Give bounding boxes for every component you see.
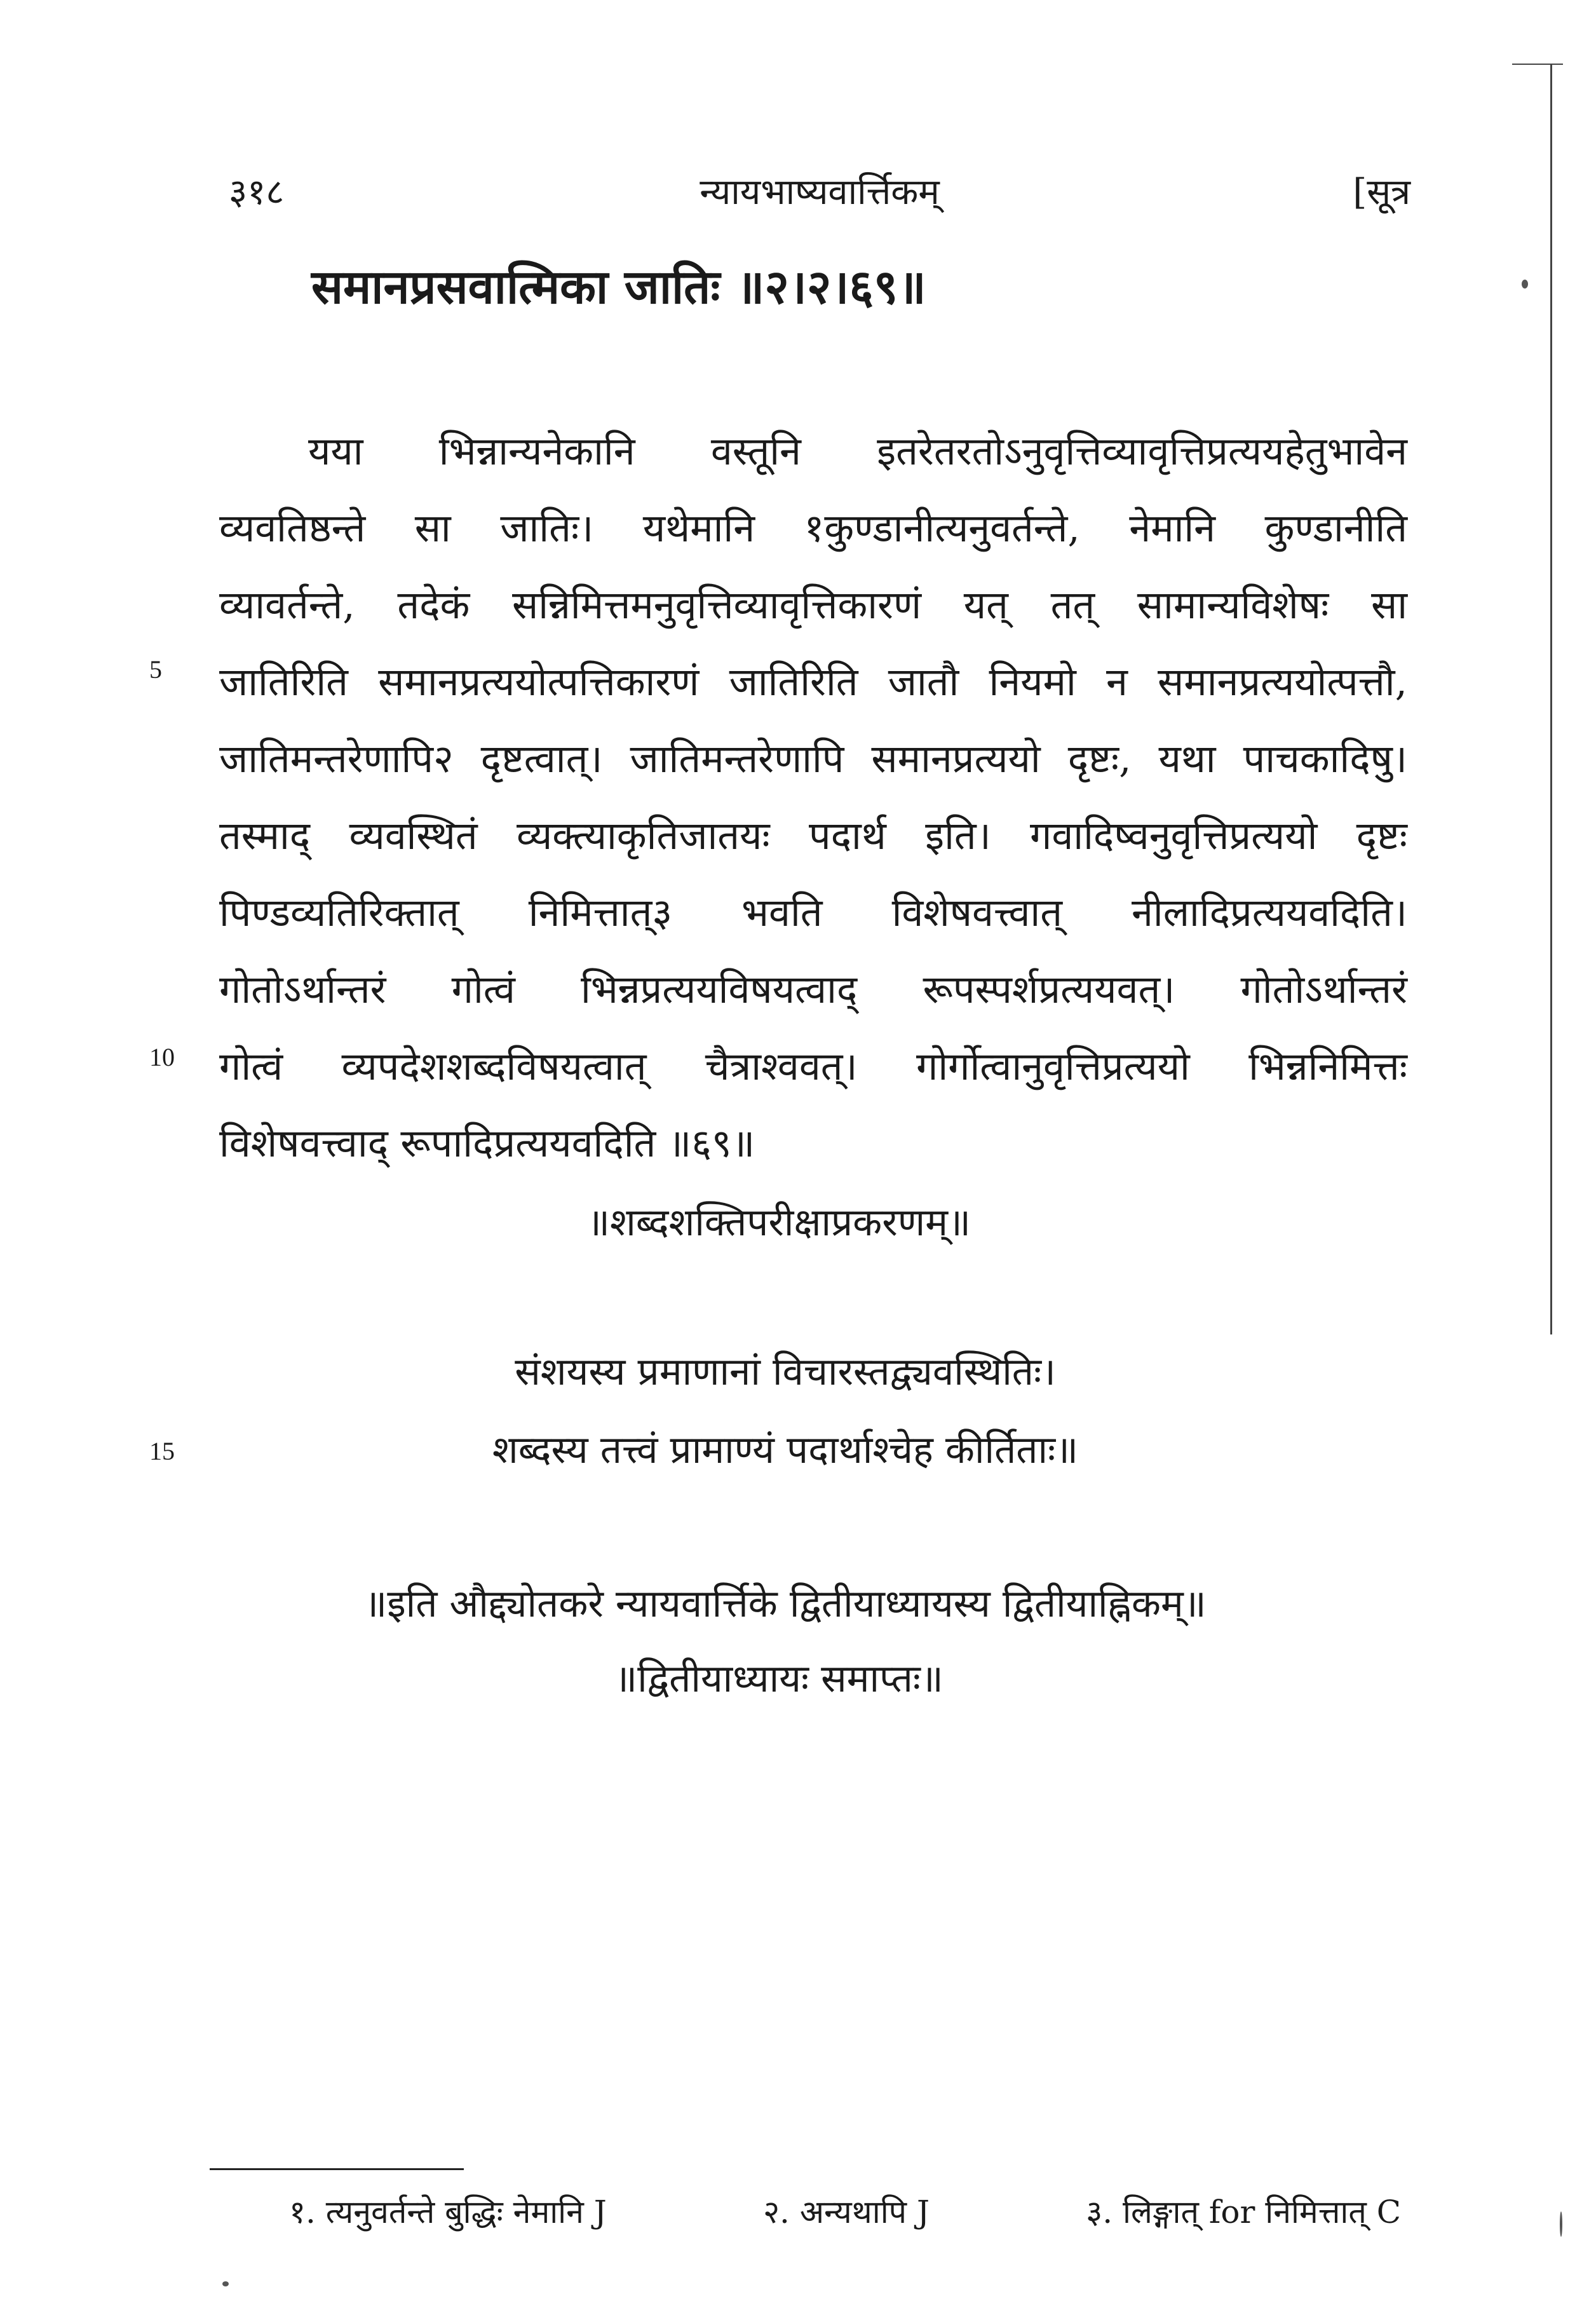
body-line: व्यावर्तन्ते, तदेकं सन्निमित्तमनुवृत्तिव्यावृत्तिकारणं यत् तत् सामान्यविशेषः सा	[219, 583, 1407, 628]
body-line: तस्माद् व्यवस्थितं व्यक्त्याकृतिजातयः पदार्थ इति। गवादिष्वनुवृत्तिप्रत्ययो दृष्टः	[219, 813, 1407, 859]
scan-edge-line	[1550, 64, 1552, 1334]
line-number-15: 15	[149, 1437, 175, 1465]
body-line: जातिरिति समानप्रत्ययोत्पत्तिकारणं जातिरिति जातौ नियमो न समानप्रत्ययोत्पत्तौ,	[219, 660, 1407, 705]
verse-line: संशयस्य प्रमाणानां विचारस्तद्व्यवस्थितिः।	[515, 1350, 1056, 1394]
footnotes	[289, 2189, 1401, 2232]
page-number: ३१८	[229, 172, 285, 213]
commentary-body	[219, 413, 1407, 1182]
scan-edge-mark	[1512, 64, 1563, 65]
body-line: यया भिन्नान्यनेकानि वस्तूनि इतरेतरतोऽनुवृत्तिव्यावृत्तिप्रत्ययहेतुभावेन	[308, 429, 1407, 474]
body-line: जातिमन्तरेणापि२ दृष्टत्वात्। जातिमन्तरेणापि समानप्रत्ययो दृष्टः, यथा पाचकादिषु।	[219, 737, 1407, 782]
footnote-2: २. अन्यथापि J	[763, 2194, 930, 2230]
line-number-5: 5	[149, 655, 162, 684]
scan-speck	[1560, 2211, 1562, 2237]
running-title: न्यायभाष्यवार्त्तिकम्	[700, 172, 940, 213]
verse-line: शब्दस्य तत्त्वं प्रामाण्यं पदार्थाश्चेह कीर्तिताः॥	[492, 1428, 1079, 1472]
body-line: विशेषवत्त्वाद् रूपादिप्रत्ययवदिति ॥६९॥	[219, 1121, 755, 1166]
footnote-1: १. त्यनुवर्तन्ते बुद्धिः नेमानि J	[289, 2194, 607, 2230]
section-marker: [सूत्र	[1353, 172, 1410, 213]
colophon-line: ॥द्वितीयाध्यायः समाप्तः॥	[614, 1657, 943, 1701]
body-line: गोत्वं व्यपदेशशब्दविषयत्वात् चैत्राश्ववत्। गोर्गोत्वानुवृत्तिप्रत्ययो भिन्ननिमित्तः	[219, 1044, 1407, 1089]
page-header	[229, 166, 1410, 217]
line-number-10: 10	[149, 1043, 175, 1071]
footnote-3: ३. लिङ्गात् for निमित्तात् C	[1086, 2194, 1401, 2230]
prakarana-end: ॥शब्दशक्तिपरीक्षाप्रकरणम्॥	[587, 1200, 971, 1245]
body-line: व्यवतिष्ठन्ते सा जातिः। यथेमानि १कुण्डानीत्यनुवर्तन्ते, नेमानि कुण्डानीति	[219, 506, 1407, 551]
body-line: गोतोऽर्थान्तरं गोत्वं भिन्नप्रत्ययविषयत्वाद् रूपस्पर्शप्रत्ययवत्। गोतोऽर्थान्तरं	[219, 967, 1407, 1012]
footnote-rule	[210, 2168, 464, 2170]
colophon-line: ॥इति औद्द्योतकरे न्यायवार्त्तिके द्वितीयाध्यायस्य द्वितीयाह्निकम्॥	[364, 1582, 1207, 1626]
scan-speck	[1522, 280, 1528, 289]
sutra-heading: समानप्रसवात्मिका जातिः ॥२।२।६९॥	[311, 260, 926, 315]
body-line: पिण्डव्यतिरिक्तात् निमित्तात्३ भवति विशेषवत्त्वात् नीलादिप्रत्ययवदिति।	[219, 890, 1407, 935]
scan-speck	[222, 2281, 229, 2286]
